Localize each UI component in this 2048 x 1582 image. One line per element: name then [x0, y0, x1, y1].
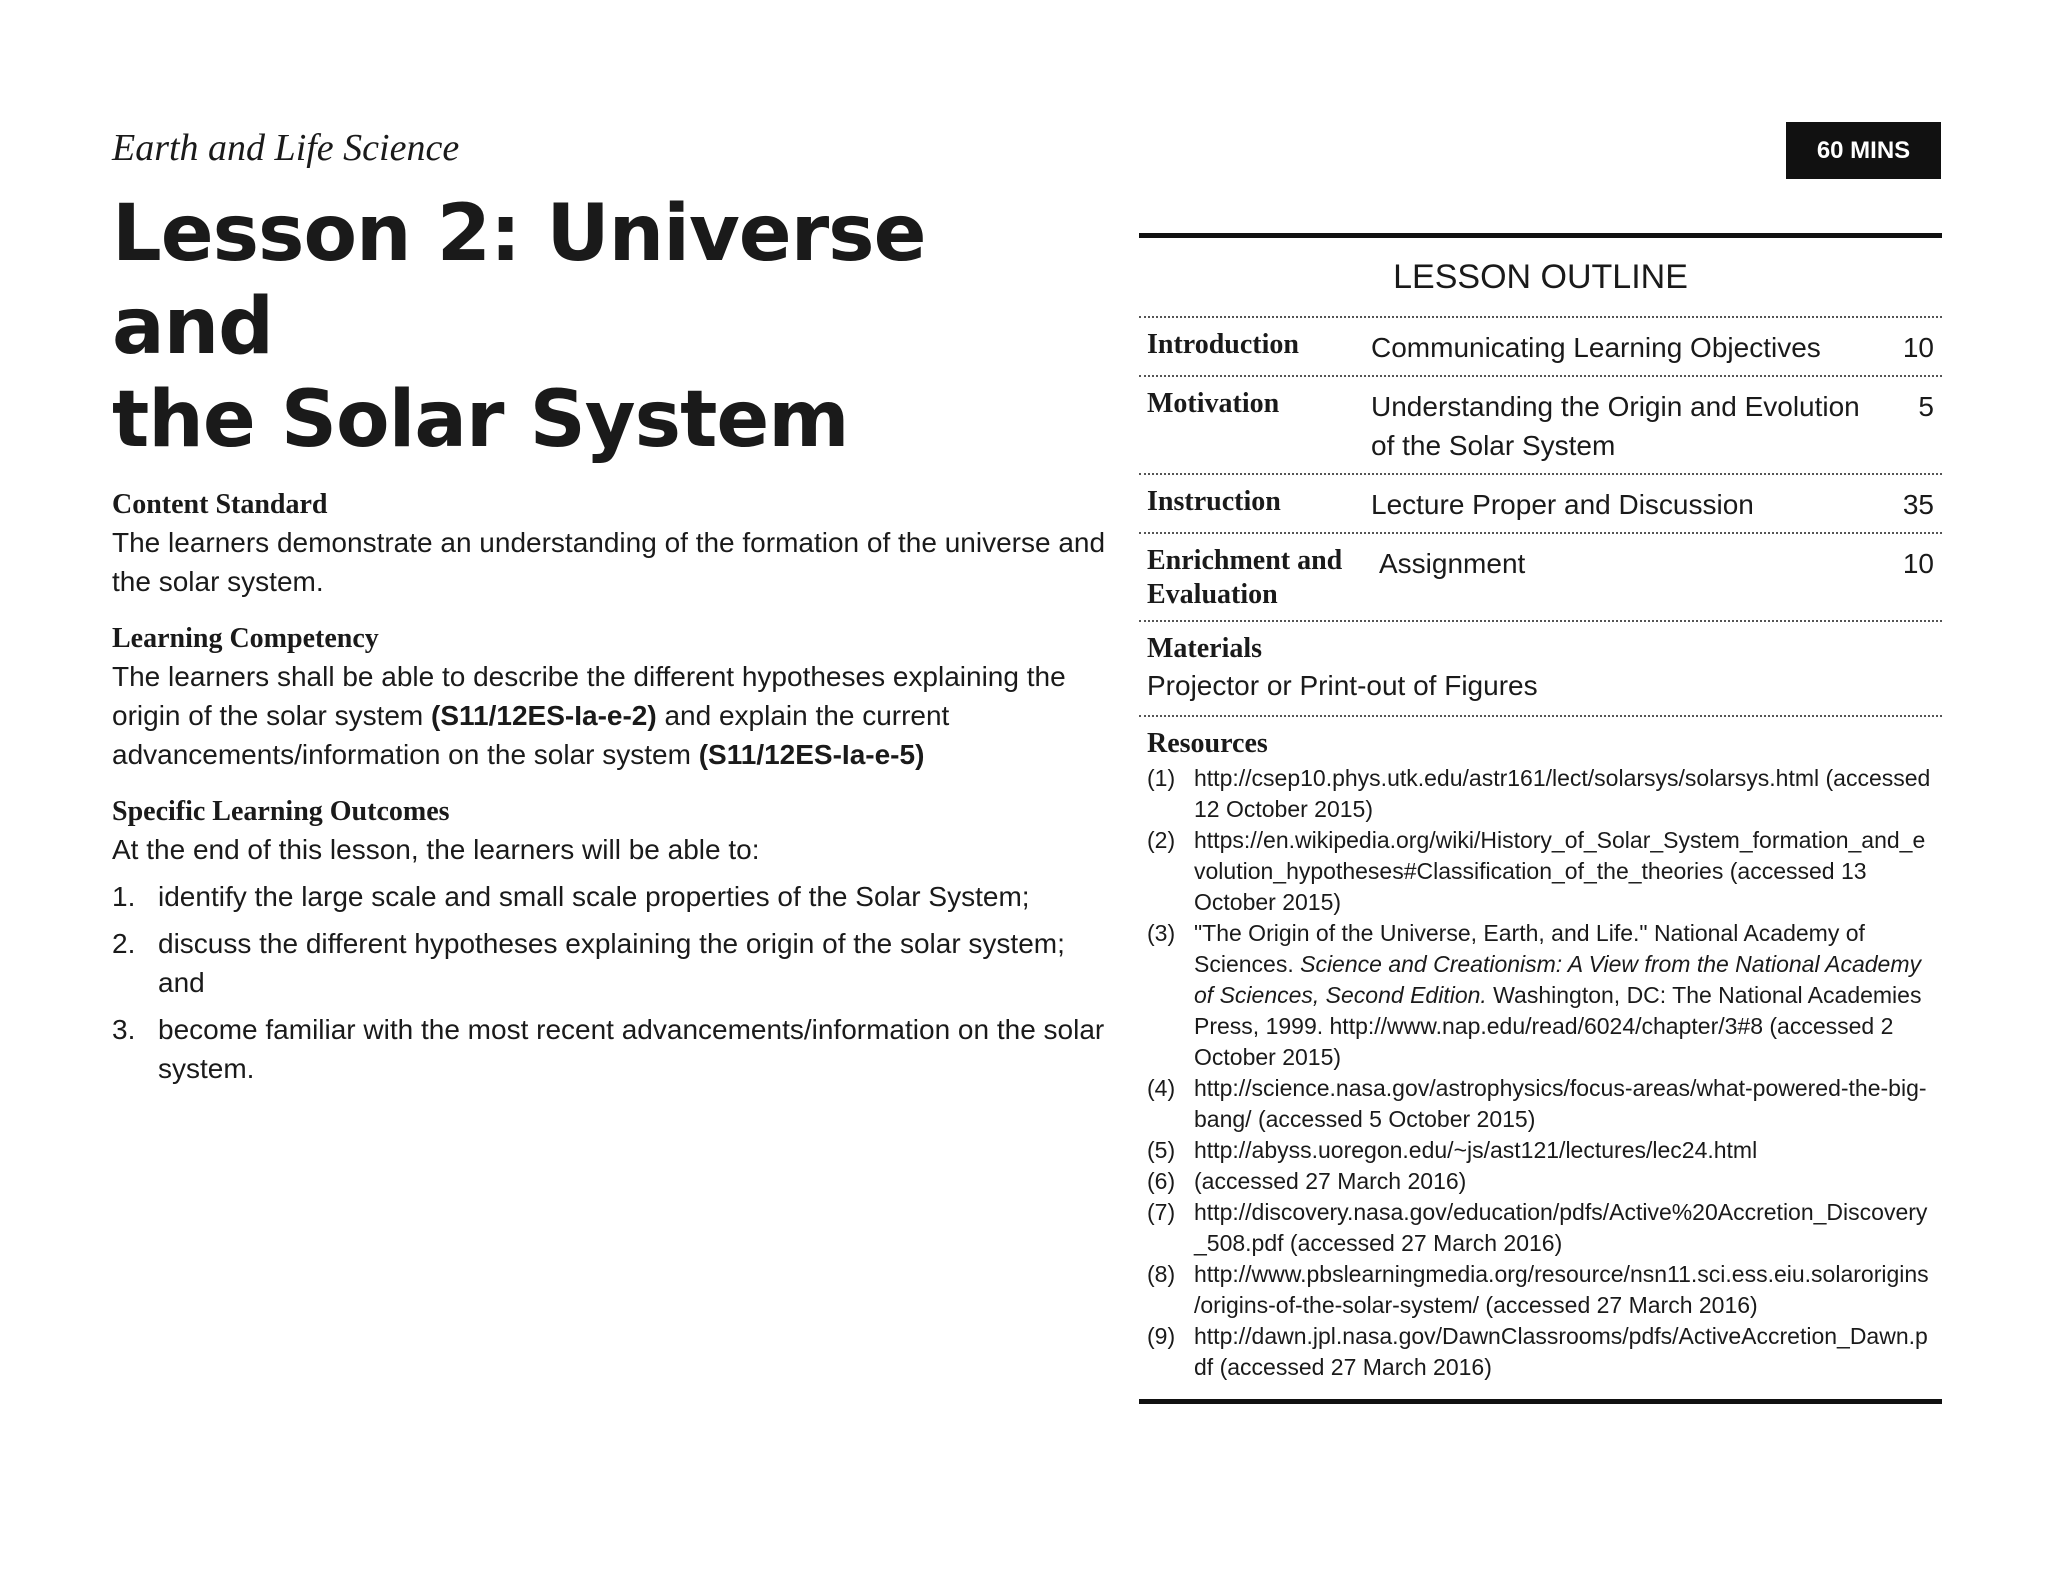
citation-book-title: Science and Creationism: A View from the National Academy of Sciences, Second Edition.: [1194, 951, 1921, 1008]
list-item: [112, 1010, 1112, 1088]
content-standard-section: [112, 487, 1112, 601]
resource-link[interactable]: https://en.wikipedia.org/wiki/History_of_Solar_System_formation_and_evolution_hypotheses#Classification_of_the_theories (accessed 13 October 2015): [1194, 827, 1926, 915]
resource-number: (1): [1147, 765, 1176, 791]
outline-activity: Communicating Learning Objectives: [1371, 332, 1821, 363]
outline-label: Motivation: [1147, 388, 1280, 419]
content-standard-text: The learners demonstrate an understanding of the formation of the universe and the solar system.: [112, 527, 1106, 597]
resource-number: (4): [1147, 1075, 1176, 1101]
resource-number: (8): [1147, 1261, 1176, 1287]
outcome-number: 3.: [112, 1014, 136, 1045]
citation-part-c[interactable]: Washington, DC: The National Academies Press, 1999. http://www.nap.edu/read/6024/chapter/3#8 (accessed 2 October 2015): [1194, 982, 1922, 1070]
specific-outcomes-intro: At the end of this lesson, the learners will be able to:: [112, 834, 760, 865]
list-item: [1147, 918, 1934, 1073]
outline-minutes: 10: [1902, 332, 1934, 363]
resource-number: (7): [1147, 1199, 1176, 1225]
competency-text-2: and explain the current advancements/information on the solar system: [112, 700, 950, 770]
outcome-number: 1.: [112, 881, 136, 912]
outline-activity: Assignment: [1379, 548, 1526, 579]
materials-label: Materials: [1147, 633, 1263, 664]
resource-number: (2): [1147, 827, 1176, 853]
learning-competency-section: [112, 621, 1112, 774]
learning-competency-text: [112, 657, 1112, 774]
outline-activity: Lecture Proper and Discussion: [1371, 489, 1754, 520]
duration-badge: 60 MINS: [1786, 122, 1941, 179]
outline-title: LESSON OUTLINE: [1393, 258, 1688, 296]
list-item: [1147, 1259, 1934, 1321]
bottom-rule: [1139, 1399, 1942, 1404]
list-item: [1147, 763, 1934, 825]
outcome-text: become familiar with the most recent advancements/information on the solar system.: [158, 1014, 1105, 1084]
outline-label: Enrichment and Evaluation: [1147, 545, 1343, 610]
outline-row-enrichment: [1139, 534, 1942, 620]
citation-part-a: "The Origin of the Universe, Earth, and Life." National Academy of Sciences.: [1194, 920, 1865, 977]
resource-number: (6): [1147, 1168, 1176, 1194]
subject-title: Earth and Life Science: [112, 127, 460, 169]
specific-outcomes-heading: Specific Learning Outcomes: [112, 796, 450, 827]
resource-text: (accessed 27 March 2016): [1194, 1168, 1467, 1194]
outline-minutes: 10: [1902, 548, 1934, 579]
outcomes-list: [112, 877, 1112, 1088]
content-standard-heading: Content Standard: [112, 489, 328, 520]
competency-code-1: (S11/12ES-Ia-e-2): [431, 700, 657, 731]
outline-row-instruction: [1139, 475, 1942, 532]
outline-label: Instruction: [1147, 486, 1281, 517]
outline-row-motivation: [1139, 377, 1942, 473]
resources-section: [1139, 717, 1942, 1391]
competency-text-1: The learners shall be able to describe the different hypotheses explaining the origin of the solar system: [112, 661, 1066, 731]
materials-section: [1139, 622, 1942, 715]
resources-list: [1147, 763, 1934, 1383]
materials-text: Projector or Print-out of Figures: [1147, 670, 1538, 701]
list-item: [112, 877, 1112, 916]
competency-code-2: (S11/12ES-Ia-e-5): [698, 739, 925, 770]
resource-link[interactable]: http://science.nasa.gov/astrophysics/focus-areas/what-powered-the-big-bang/ (accessed 5 October 2015): [1194, 1075, 1927, 1132]
resource-link[interactable]: http://www.pbslearningmedia.org/resource/nsn11.sci.ess.eiu.solarorigins/origins-of-the-solar-system/ (accessed 27 March 2016): [1194, 1261, 1929, 1318]
list-item: [1147, 1073, 1934, 1135]
outline-label: Introduction: [1147, 329, 1299, 360]
outcome-number: 2.: [112, 928, 136, 959]
resource-link[interactable]: http://csep10.phys.utk.edu/astr161/lect/solarsys/solarsys.html (accessed 12 October 2015): [1194, 765, 1931, 822]
list-item: [1147, 1197, 1934, 1259]
resource-citation: [1194, 918, 1934, 1073]
list-item: [112, 924, 1112, 1002]
resource-link[interactable]: http://discovery.nasa.gov/education/pdfs/Active%20Accretion_Discovery_508.pdf (accessed 27 March 2016): [1194, 1199, 1928, 1256]
lesson-title: [112, 188, 1112, 467]
specific-outcomes-section: [112, 794, 1112, 1088]
lesson-outline-panel: [1139, 233, 1942, 1404]
outline-minutes: 5: [1918, 391, 1934, 422]
lesson-title-line2: the Solar System: [112, 375, 849, 465]
lesson-main: [112, 120, 1112, 1096]
outcome-text: discuss the different hypotheses explaining the origin of the solar system; and: [158, 928, 1065, 998]
resources-label: Resources: [1147, 728, 1268, 759]
lesson-title-line1: Lesson 2: Universe and: [112, 189, 926, 372]
outcome-text: identify the large scale and small scale properties of the Solar System;: [158, 881, 1030, 912]
outline-activity: Understanding the Origin and Evolution of the Solar System: [1371, 391, 1860, 461]
resource-link[interactable]: http://dawn.jpl.nasa.gov/DawnClassrooms/pdfs/ActiveAccretion_Dawn.pdf (accessed 27 March 2016): [1194, 1323, 1928, 1380]
list-item: [1147, 825, 1934, 918]
outline-row-introduction: [1139, 318, 1942, 375]
list-item: [1147, 1321, 1934, 1383]
outline-minutes: 35: [1902, 489, 1934, 520]
resource-link[interactable]: http://abyss.uoregon.edu/~js/ast121/lectures/lec24.html: [1194, 1137, 1758, 1163]
resource-number: (3): [1147, 920, 1176, 946]
list-item: [1147, 1166, 1934, 1197]
resource-number: (5): [1147, 1137, 1176, 1163]
resource-number: (9): [1147, 1323, 1176, 1349]
learning-competency-heading: Learning Competency: [112, 623, 379, 654]
list-item: [1147, 1135, 1934, 1166]
